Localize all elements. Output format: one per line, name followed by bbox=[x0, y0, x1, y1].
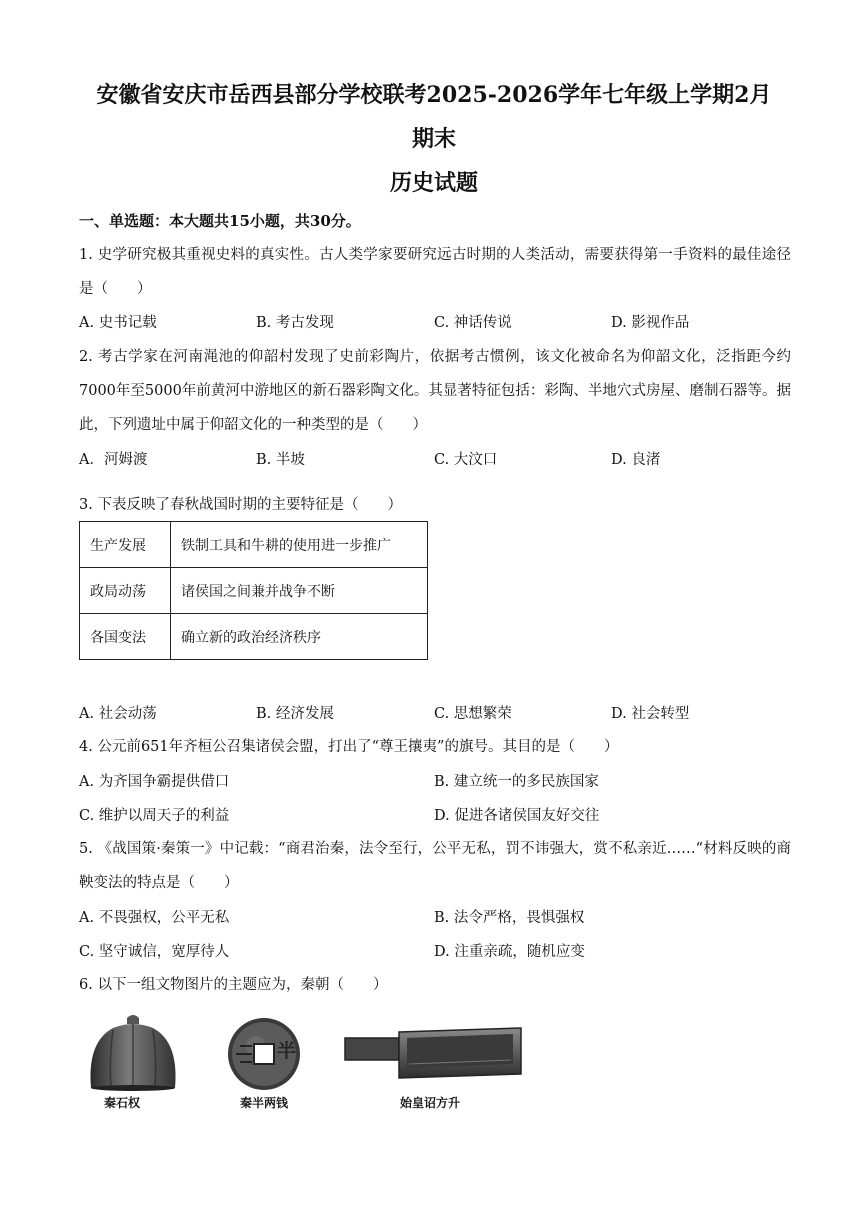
option-c: C. 神话传说 bbox=[434, 315, 512, 331]
option-c: C. 维护以周天子的利益 bbox=[79, 808, 230, 824]
section-heading: 一、单选题：本大题共15小题，共30分。 bbox=[79, 212, 361, 230]
question-4-options-row2 bbox=[79, 804, 791, 828]
option-d: D. 良渚 bbox=[611, 452, 661, 468]
question-3-stem: 3. 下表反映了春秋战国时期的主要特征是（ ） bbox=[79, 497, 402, 513]
measure-vessel-icon bbox=[343, 1024, 523, 1080]
option-c: C. 大汶口 bbox=[434, 452, 498, 468]
table-cell-key: 各国变法 bbox=[80, 614, 171, 660]
page-title-line1: 安徽省安庆市岳西县部分学校联考2025-2026学年七年级上学期2月 bbox=[96, 82, 772, 108]
option-d: D. 注重亲疏，随机应变 bbox=[434, 944, 585, 960]
question-4-stem: 4. 公元前651年齐桓公召集诸侯会盟，打出了“尊王攘夷”的旗号。其目的是（ ） bbox=[79, 739, 619, 755]
table-cell-value: 铁制工具和牛耕的使用进一步推广 bbox=[171, 522, 428, 568]
table-row bbox=[80, 522, 428, 568]
page-subtitle: 历史试题 bbox=[389, 170, 478, 196]
option-a: A．河姆渡 bbox=[79, 452, 148, 468]
page-title-line2: 期末 bbox=[411, 126, 456, 152]
option-d: D. 影视作品 bbox=[611, 315, 690, 331]
question-5-stem: 5. 《战国策·秦策一》中记载：“商君治秦，法令至行，公平无私，罚不讳强大，赏不私亲近……“材料反映的商鞅变法的特点是（ ） bbox=[79, 841, 791, 891]
table-cell-key: 政局动荡 bbox=[80, 568, 171, 614]
option-a: A. 为齐国争霸提供借口 bbox=[79, 774, 230, 790]
question-1-stem: 1. 史学研究极其重视史料的真实性。古人类学家要研究远古时期的人类活动，需要获得第一手资料的最佳途径是（ ） bbox=[79, 247, 791, 297]
option-d: D. 促进各诸侯国友好交往 bbox=[434, 808, 600, 824]
question-5-options-row1 bbox=[79, 906, 791, 930]
table-cell-value: 确立新的政治经济秩序 bbox=[171, 614, 428, 660]
question-1-options bbox=[79, 311, 791, 335]
option-d: D. 社会转型 bbox=[611, 706, 690, 722]
option-b: B. 半坡 bbox=[256, 452, 305, 468]
option-b: B. 建立统一的多民族国家 bbox=[434, 774, 599, 790]
option-b: B. 法令严格，畏惧强权 bbox=[434, 910, 585, 926]
question-4-options-row1 bbox=[79, 770, 791, 794]
option-a: A. 史书记载 bbox=[79, 315, 157, 331]
question-3-table bbox=[79, 521, 428, 660]
option-a: A. 不畏强权，公平无私 bbox=[79, 910, 230, 926]
coin-glyph: 半 bbox=[277, 1040, 297, 1062]
table-cell-value: 诸侯国之间兼并战争不断 bbox=[171, 568, 428, 614]
table-row bbox=[80, 568, 428, 614]
question-2-options bbox=[79, 448, 791, 472]
question-6-stem: 6. 以下一组文物图片的主题应为，秦朝（ ） bbox=[79, 977, 388, 993]
relic-caption: 始皇诏方升 bbox=[400, 1096, 461, 1110]
question-2-stem: 2. 考古学家在河南渑池的仰韶村发现了史前彩陶片，依据考古惯例，该文化被命名为仰韶文化，泛指距今约7000年至5000年前黄河中游地区的新石器彩陶文化。其显著特征包括：彩陶、半地穴式房屋、磨制石器等。据此，下列遗址中属于仰韶文化的一种类型的是（ ） bbox=[79, 349, 791, 433]
relic-caption: 秦石权 bbox=[104, 1096, 141, 1110]
table-cell-key: 生产发展 bbox=[80, 522, 171, 568]
stone-weight-icon bbox=[83, 1012, 183, 1092]
option-a: A. 社会动荡 bbox=[79, 706, 157, 722]
question-5-options-row2 bbox=[79, 940, 791, 964]
option-c: C. 思想繁荣 bbox=[434, 706, 512, 722]
option-b: B. 考古发现 bbox=[256, 315, 334, 331]
option-c: C. 坚守诚信，宽厚待人 bbox=[79, 944, 230, 960]
relic-caption: 秦半两钱 bbox=[240, 1096, 289, 1110]
option-b: B. 经济发展 bbox=[256, 706, 334, 722]
table-row bbox=[80, 614, 428, 660]
question-3-options bbox=[79, 702, 791, 726]
